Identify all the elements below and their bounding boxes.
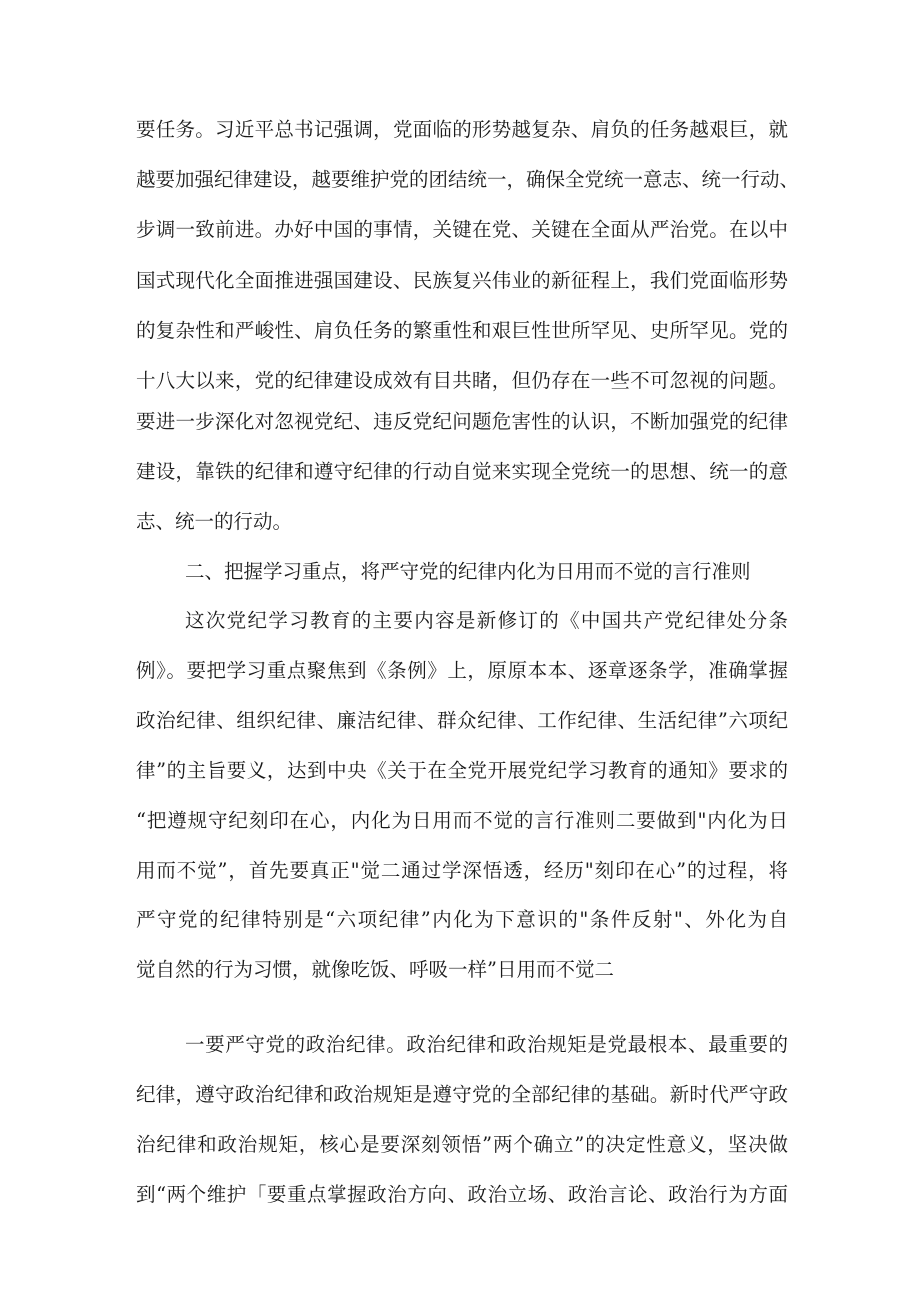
text-line-12: 例》。要把学习重点聚焦到《条例》上，原原本本、逐章逐条学，准确掌握 <box>136 659 788 682</box>
text-line-1: 要任务。习近平总书记强调，党面临的形势越复杂、肩负的任务越艰巨，就 <box>136 118 788 141</box>
text-line-14: 律”的主旨要义，达到中央《关于在全党开展党纪学习教育的通知》要求的 <box>136 759 788 782</box>
text-line-13: 政治纪律、组织纪律、廉洁纪律、群众纪律、工作纪律、生活纪律”六项纪 <box>136 709 788 732</box>
text-line-19: 一要严守党的政治纪律。政治纪律和政治规矩是党最根本、最重要的 <box>185 1033 788 1056</box>
text-line-15: “把遵规守纪刻印在心，内化为日用而不觉的言行准则二要做到"内化为日 <box>136 809 788 832</box>
text-line-17: 严守党的纪律特别是“六项纪律”内化为下意识的"条件反射"、外化为自 <box>136 908 788 931</box>
section-heading: 二、把握学习重点，将严守党的纪律内化为日用而不觉的言行准则 <box>185 560 751 583</box>
text-line-22: 到“两个维护「要重点掌握政治方向、政治立场、政治言论、政治行为方面 <box>136 1183 788 1206</box>
text-line-4: 国式现代化全面推进强国建设、民族复兴伟业的新征程上，我们党面临形势 <box>136 269 788 292</box>
text-line-21: 治纪律和政治规矩，核心是要深刻领悟”两个确立”的决定性意义，坚决做 <box>136 1133 788 1156</box>
text-line-11: 这次党纪学习教育的主要内容是新修订的《中国共产党纪律处分条 <box>185 609 788 632</box>
text-line-3: 步调一致前进。办好中国的事情，关键在党、关键在全面从严治党。在以中 <box>136 218 788 241</box>
text-line-8: 建设，靠铁的纪律和遵守纪律的行动自觉来实现全党统一的思想、统一的意 <box>136 460 788 483</box>
text-line-18: 觉自然的行为习惯，就像吃饭、呼吸一样”日用而不觉二 <box>136 958 614 981</box>
text-line-9: 志、统一的行动。 <box>136 510 293 533</box>
text-line-7: 要进一步深化对忽视党纪、违反党纪问题危害性的认识，不断加强党的纪律 <box>136 410 788 433</box>
text-line-5: 的复杂性和严峻性、肩负任务的繁重性和艰巨性世所罕见、史所罕见。党的 <box>136 319 788 342</box>
text-line-6: 十八大以来，党的纪律建设成效有目共睹，但仍存在一些不可忽视的问题。 <box>136 369 788 392</box>
text-line-2: 越要加强纪律建设，越要维护党的团结统一，确保全党统一意志、统一行动、 <box>136 168 800 191</box>
text-line-20: 纪律，遵守政治纪律和政治规矩是遵守党的全部纪律的基础。新时代严守政 <box>136 1083 788 1106</box>
text-line-16: 用而不觉”，首先要真正"觉二通过学深悟透，经历"刻印在心”的过程，将 <box>136 859 788 882</box>
